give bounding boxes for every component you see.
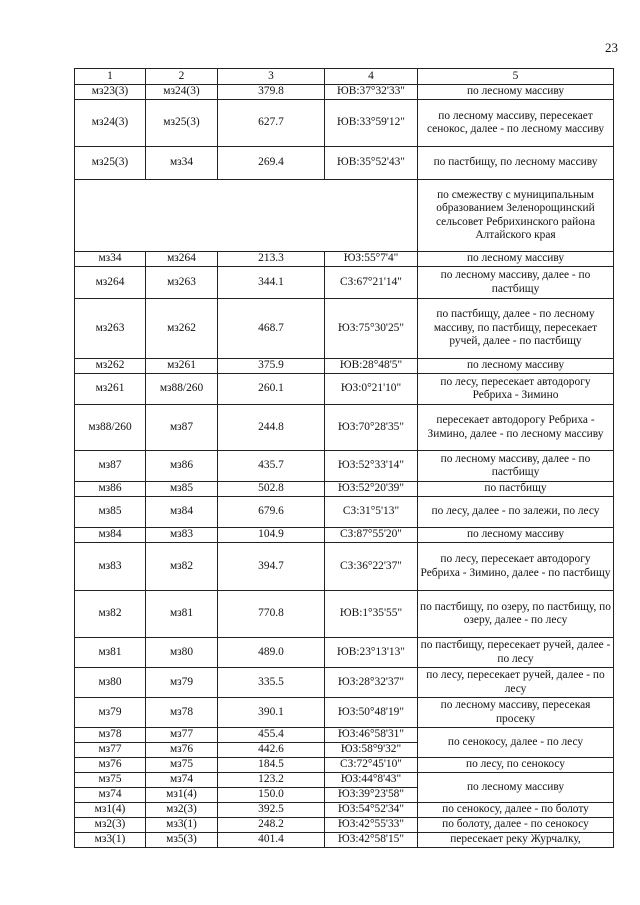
- from-point: мз84: [75, 528, 146, 543]
- table-row: [75, 773, 614, 788]
- from-point: мз76: [75, 758, 146, 773]
- description: по пастбищу, пересекает ручей, далее - по лесу: [418, 638, 614, 668]
- bearing: ЮЗ:0°21'10": [325, 374, 418, 405]
- from-point: мз34: [75, 252, 146, 267]
- description: по болоту, далее - по сенокосу: [418, 818, 614, 833]
- to-point: мз85: [146, 482, 218, 497]
- to-point: мз25(3): [146, 100, 218, 147]
- bearing: ЮЗ:46°58'31": [325, 728, 418, 743]
- from-point: мз1(4): [75, 803, 146, 818]
- table-row: [75, 668, 614, 698]
- page-number: 23: [605, 40, 618, 55]
- description: по лесу, далее - по залежи, по лесу: [418, 497, 614, 528]
- description: по лесному массиву, пересекает сенокос, далее - по лесному массиву: [418, 100, 614, 147]
- description: по пастбищу, по лесному массиву: [418, 147, 614, 180]
- to-point: мз74: [146, 773, 218, 788]
- length: 401.4: [218, 833, 325, 848]
- bearing: СЗ:31°5'13": [325, 497, 418, 528]
- boundary-table: [74, 68, 614, 848]
- to-point: мз5(3): [146, 833, 218, 848]
- bearing: ЮЗ:44°8'43": [325, 773, 418, 788]
- length: 375.9: [218, 359, 325, 374]
- bearing: ЮВ:33°59'12": [325, 100, 418, 147]
- from-point: мз78: [75, 728, 146, 743]
- table-row: [75, 698, 614, 728]
- to-point: мз84: [146, 497, 218, 528]
- length: 213.3: [218, 252, 325, 267]
- length: 104.9: [218, 528, 325, 543]
- from-point: мз264: [75, 267, 146, 299]
- to-point: мз80: [146, 638, 218, 668]
- from-point: мз25(3): [75, 147, 146, 180]
- to-point: мз82: [146, 543, 218, 591]
- bearing: ЮЗ:52°20'39": [325, 482, 418, 497]
- table-row: [75, 359, 614, 374]
- header-cell: 2: [146, 69, 218, 85]
- bearing: ЮЗ:50°48'19": [325, 698, 418, 728]
- bearing: ЮЗ:75°30'25": [325, 299, 418, 359]
- length: 379.8: [218, 85, 325, 100]
- description: пересекает автодорогу Ребриха - Зимино, далее - по лесному массиву: [418, 405, 614, 451]
- from-point: мз79: [75, 698, 146, 728]
- to-point: мз79: [146, 668, 218, 698]
- description: по пастбищу, по озеру, по пастбищу, по озеру, далее - по лесу: [418, 591, 614, 638]
- to-point: мз81: [146, 591, 218, 638]
- to-point: мз75: [146, 758, 218, 773]
- from-point: мз23(3): [75, 85, 146, 100]
- description: по лесному массиву, далее - по пастбищу: [418, 267, 614, 299]
- bearing: ЮЗ:28°32'37": [325, 668, 418, 698]
- description: по сенокосу, далее - по лесу: [418, 728, 614, 758]
- to-point: мз264: [146, 252, 218, 267]
- length: 123.2: [218, 773, 325, 788]
- to-point: мз78: [146, 698, 218, 728]
- description: по лесному массиву, пересекая просеку: [418, 698, 614, 728]
- length: 679.6: [218, 497, 325, 528]
- table-row: [75, 833, 614, 848]
- description: по пастбищу, далее - по лесному массиву, по пастбищу, пересекает ручей, далее - по пастбищу: [418, 299, 614, 359]
- table-row: [75, 374, 614, 405]
- to-point: мз86: [146, 451, 218, 482]
- to-point: мз263: [146, 267, 218, 299]
- to-point: мз262: [146, 299, 218, 359]
- merged-empty-cell: [75, 180, 418, 252]
- header-cell: 3: [218, 69, 325, 85]
- bearing: СЗ:36°22'37": [325, 543, 418, 591]
- description: по лесу, пересекает ручей, далее - по лесу: [418, 668, 614, 698]
- from-point: мз2(3): [75, 818, 146, 833]
- length: 770.8: [218, 591, 325, 638]
- to-point: мз34: [146, 147, 218, 180]
- from-point: мз263: [75, 299, 146, 359]
- length: 392.5: [218, 803, 325, 818]
- header-cell: 1: [75, 69, 146, 85]
- from-point: мз87: [75, 451, 146, 482]
- length: 435.7: [218, 451, 325, 482]
- from-point: мз3(1): [75, 833, 146, 848]
- table-row: [75, 591, 614, 638]
- to-point: мз76: [146, 743, 218, 758]
- description: по лесному массиву: [418, 252, 614, 267]
- to-point: мз261: [146, 359, 218, 374]
- bearing: ЮВ:28°48'5": [325, 359, 418, 374]
- from-point: мз85: [75, 497, 146, 528]
- bearing: ЮЗ:42°58'15": [325, 833, 418, 848]
- length: 442.6: [218, 743, 325, 758]
- to-point: мз24(3): [146, 85, 218, 100]
- description: по пастбищу: [418, 482, 614, 497]
- bearing: ЮЗ:58°9'32": [325, 743, 418, 758]
- description: по лесу, по сенокосу: [418, 758, 614, 773]
- from-point: мз81: [75, 638, 146, 668]
- length: 150.0: [218, 788, 325, 803]
- bearing: ЮЗ:54°52'34": [325, 803, 418, 818]
- table-row: [75, 758, 614, 773]
- length: 390.1: [218, 698, 325, 728]
- description: по лесу, пересекает автодорогу Ребриха - Зимино: [418, 374, 614, 405]
- bearing: ЮЗ:52°33'14": [325, 451, 418, 482]
- description: по лесному массиву, далее - по пастбищу: [418, 451, 614, 482]
- table-row: [75, 818, 614, 833]
- table-row: [75, 528, 614, 543]
- description: по сенокосу, далее - по болоту: [418, 803, 614, 818]
- table-row: [75, 638, 614, 668]
- description: по смежеству с муниципальным образованием Зеленорощинский сельсовет Ребрихинского района Алтайского края: [418, 180, 614, 252]
- table-row: [75, 85, 614, 100]
- length: 455.4: [218, 728, 325, 743]
- table-row: [75, 497, 614, 528]
- table-row: [75, 100, 614, 147]
- header-cell: 4: [325, 69, 418, 85]
- bearing: СЗ:67°21'14": [325, 267, 418, 299]
- table-row: [75, 543, 614, 591]
- table-row: [75, 299, 614, 359]
- length: 184.5: [218, 758, 325, 773]
- bearing: СЗ:87°55'20": [325, 528, 418, 543]
- bearing: ЮВ:23°13'13": [325, 638, 418, 668]
- length: 468.7: [218, 299, 325, 359]
- length: 244.8: [218, 405, 325, 451]
- description: по лесному массиву: [418, 528, 614, 543]
- length: 627.7: [218, 100, 325, 147]
- bearing: ЮВ:1°35'55": [325, 591, 418, 638]
- to-point: мз1(4): [146, 788, 218, 803]
- bearing: ЮВ:37°32'33": [325, 85, 418, 100]
- length: 394.7: [218, 543, 325, 591]
- from-point: мз261: [75, 374, 146, 405]
- length: 260.1: [218, 374, 325, 405]
- table-row: [75, 252, 614, 267]
- length: 489.0: [218, 638, 325, 668]
- table-row: [75, 180, 614, 252]
- bearing: ЮЗ:70°28'35": [325, 405, 418, 451]
- length: 335.5: [218, 668, 325, 698]
- from-point: мз262: [75, 359, 146, 374]
- description: по лесному массиву: [418, 359, 614, 374]
- length: 344.1: [218, 267, 325, 299]
- table-row: [75, 482, 614, 497]
- table-row: [75, 405, 614, 451]
- table-row: [75, 803, 614, 818]
- to-point: мз87: [146, 405, 218, 451]
- table-row: [75, 728, 614, 743]
- from-point: мз82: [75, 591, 146, 638]
- to-point: мз83: [146, 528, 218, 543]
- from-point: мз88/260: [75, 405, 146, 451]
- to-point: мз77: [146, 728, 218, 743]
- length: 502.8: [218, 482, 325, 497]
- bearing: ЮЗ:39°23'58": [325, 788, 418, 803]
- bearing: ЮЗ:42°55'33": [325, 818, 418, 833]
- description: по лесу, пересекает автодорогу Ребриха - Зимино, далее - по пастбищу: [418, 543, 614, 591]
- length: 248.2: [218, 818, 325, 833]
- table-row: [75, 147, 614, 180]
- bearing: ЮВ:35°52'43": [325, 147, 418, 180]
- bearing: ЮЗ:55°7'4": [325, 252, 418, 267]
- bearing: СЗ:72°45'10": [325, 758, 418, 773]
- to-point: мз88/260: [146, 374, 218, 405]
- length: 269.4: [218, 147, 325, 180]
- from-point: мз77: [75, 743, 146, 758]
- from-point: мз86: [75, 482, 146, 497]
- to-point: мз3(1): [146, 818, 218, 833]
- description: пересекает реку Журчалку,: [418, 833, 614, 848]
- header-cell: 5: [418, 69, 614, 85]
- from-point: мз80: [75, 668, 146, 698]
- from-point: мз75: [75, 773, 146, 788]
- description: по лесному массиву: [418, 85, 614, 100]
- to-point: мз2(3): [146, 803, 218, 818]
- table-header-row: [75, 69, 614, 85]
- table-row: [75, 267, 614, 299]
- from-point: мз83: [75, 543, 146, 591]
- from-point: мз24(3): [75, 100, 146, 147]
- description: по лесному массиву: [418, 773, 614, 803]
- table-row: [75, 451, 614, 482]
- from-point: мз74: [75, 788, 146, 803]
